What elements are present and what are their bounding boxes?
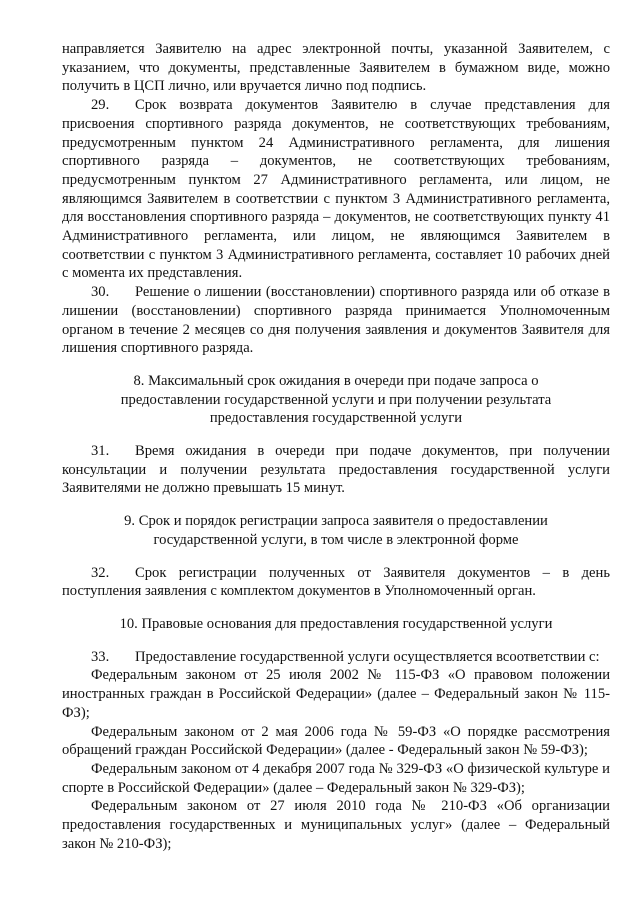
section-heading-9 — [62, 512, 610, 549]
paragraph-text: Время ожидания в очереди при подаче документов, при получении консультации и получении результата предоставления государственной услуги Заявителями не должно превышать 15 минут. — [62, 443, 610, 497]
paragraph-number: 29. — [91, 97, 110, 114]
document-page — [62, 40, 610, 853]
paragraph-text: Срок возврата документов Заявителю в случае представления для присвоения спортивного разряда документов, не соответствующих требованиям, предусмотренным пунктом 24 Административного регламента, для лишения спортивного разряда – документов, не соответствующих требованиям, предусмотренным пунктом 27 Административного регламента, или лицом, не являющимся Заявителем в соответствии с пунктом 3 Административного регламента, для восстановления спортивного разряда – документов, не соответствующих пункту 41 Административного регламента, или лицом, не являющимся Заявителем в соответствии с пунктом 3 Административного регламента, составляет 10 рабочих дней с момента их представления. — [62, 97, 610, 282]
law-item-115fz: Федеральным законом от 25 июля 2002 № 115-ФЗ «О правовом положении иностранных граждан в Российской Федерации» (далее – Федеральный закон № 115-ФЗ); — [62, 667, 610, 721]
paragraph-number: 32. — [91, 564, 110, 581]
paragraph-31 — [62, 442, 610, 498]
heading-line: государственной услуги, в том числе в электронной форме — [153, 531, 519, 548]
paragraph-number: 30. — [91, 284, 110, 301]
paragraph-text: Решение о лишении (восстановлении) спортивного разряда или об отказе в лишении (восстановлении) спортивного разряда принимается Уполномоченным органом в течение 2 месяцев со дня получения заявления и документов Заявителя для лишения спортивного разряда. — [62, 284, 610, 357]
paragraph-intro: направляется Заявителю на адрес электронной почты, указанной Заявителем, с указанием, что документы, представленные Заявителем в бумажном виде, можно получить в ЦСП лично, или вручается лично под подпись. — [62, 41, 610, 95]
law-item-210fz: Федеральным законом от 27 июля 2010 года № 210-ФЗ «Об организации предоставления государственных и муниципальных услуг» (далее – Федеральный закон № 210-ФЗ); — [62, 798, 610, 852]
heading-line: 10. Правовые основания для предоставления государственной услуги — [119, 615, 553, 632]
paragraph-33 — [62, 648, 610, 667]
paragraph-29 — [62, 96, 610, 283]
paragraph-number: 33. — [91, 648, 110, 665]
paragraph-number: 31. — [91, 443, 110, 460]
heading-line: предоставления государственной услуги — [209, 410, 463, 427]
section-heading-8 — [62, 372, 610, 428]
heading-line: 8. Максимальный срок ожидания в очереди при подаче запроса о — [133, 372, 539, 389]
law-item-59fz: Федеральным законом от 2 мая 2006 года № 59-ФЗ «О порядке рассмотрения обращений граждан Российской Федерации» (далее - Федеральный закон № 59-ФЗ); — [62, 723, 610, 759]
section-heading-10 — [62, 615, 610, 634]
paragraph-text: Предоставление государственной услуги осуществляется всоответствии с: — [135, 648, 600, 665]
paragraph-text: Срок регистрации полученных от Заявителя документов – в день поступления заявления с комплектом документов в Уполномоченный орган. — [62, 564, 610, 600]
paragraph-32 — [62, 564, 610, 601]
paragraph-30 — [62, 283, 610, 358]
law-item-329fz: Федеральным законом от 4 декабря 2007 года № 329-ФЗ «О физической культуре и спорте в Российской Федерации» (далее – Федеральный закон № 329-ФЗ); — [62, 760, 610, 796]
heading-line: 9. Срок и порядок регистрации запроса заявителя о предоставлении — [124, 513, 548, 530]
heading-line: предоставлении государственной услуги и при получении результата — [120, 391, 552, 408]
